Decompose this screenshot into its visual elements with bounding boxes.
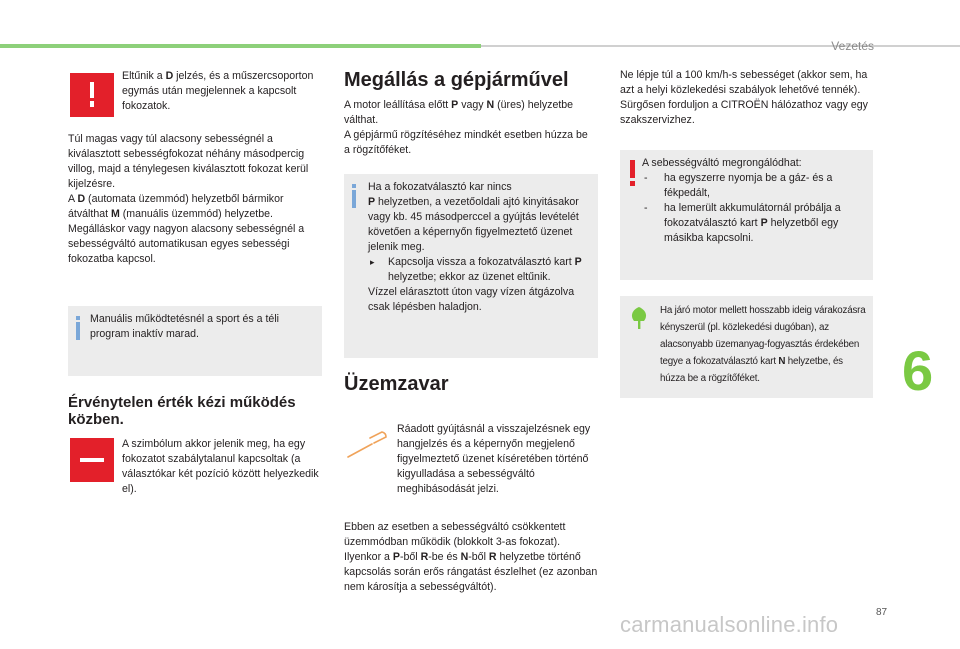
- fault-text: Ráadott gyújtásnál a visszajelzésnek egy hangjelzés és a képernyőn megjelenő figyelmeztető üzenet kíséretében történő kigyulladása a sebességváltó meghibásodását jelzi.: [397, 423, 591, 495]
- manual-mode-text: Túl magas vagy túl alacsony sebességnél a kiválasztott sebességfokozat néhány másodpercig villog, majd a ténylegesen kiválasztott fokozat kerül kijelzésre. A D (automata üzemmód) helyzetből bármikor átválthat M (manuális üzemmód) helyzetbe. Megálláskor vagy nagyon alacsony sebességnél a sebességváltó automatikusan egyes sebességi fokozatba kapcsol.: [68, 133, 309, 265]
- speed-limit-text: Ne lépje túl a 100 km/h-s sebességet (akkor sem, ha azt a helyi közlekedési szabályok lehetővé tennék). Sürgősen forduljon a CITROËN hálózathoz vagy egy szakszervizhez.: [620, 69, 868, 126]
- manual-note-box: [68, 306, 322, 376]
- watermark: carmanualsonline.info: [620, 612, 839, 637]
- stopping-heading: Megállás a gépjárművel: [344, 69, 569, 91]
- invalid-value-text: A szimbólum akkor jelenik meg, ha egy fokozatot szabálytalanul kapcsoltak (a választókar két pozíció között helyezkedik el).: [122, 438, 319, 495]
- manual-note-text: Manuális működtetésnél a sport és a téli program inaktív marad.: [90, 313, 280, 340]
- degraded-mode-text: Ebben az esetben a sebességváltó csökkentett üzemmódban működik (blokkolt 3-as fokozat). Ilyenkor a P-ből R-be és N-ből R helyzetbe történő kapcsolás során erős rángatást észlelhet (ez azonban nem károsítja a sebességváltót).: [344, 521, 598, 593]
- damage-warning-box: [620, 150, 873, 280]
- stopping-note-box: [344, 174, 598, 358]
- invalid-value-icon: [70, 438, 114, 482]
- stopping-note-text: Ha a fokozatválasztó kar nincs P helyzetben, a vezetőoldali ajtó kinyitásakor vagy kb. 45 másodperccel a gyújtás levételét követően a képernyőn figyelmeztető üzenet jelenik meg. ▸ Kapcsolja vissza a fokozatválasztó kart P helyzetbe; ekkor az üzenet eltűnik. Vízzel elárasztott úton vagy vízen átgázolva csak lépésben haladjon.: [368, 181, 582, 313]
- eco-note-text: Ha járó motor mellett hosszabb ideig várakozásra kényszerül (pl. közlekedési dugóban), az alacsonyabb üzemanyag-fogyasztás érdekében tegye a fokozatválasztó kart N helyzetbe, és húzza be a rögzítőféket.: [660, 305, 866, 384]
- damage-warning-text: A sebességváltó megrongálódhat: - ha egyszerre nyomja be a gáz- és a fékpedált, - ha lemerült akkumulátornál próbálja a fokozatválasztó kart P helyzetből egy másikba kapcsolni.: [642, 157, 841, 244]
- info-icon: [76, 316, 80, 340]
- section-title: Vezetés: [831, 39, 874, 53]
- invalid-value-heading: Érvénytelen érték kézi működés közben.: [68, 394, 296, 428]
- gear-indicator-icon: [70, 73, 114, 117]
- wrench-icon: [344, 424, 390, 464]
- leaf-icon: [628, 306, 650, 330]
- stopping-text: A motor leállítása előtt P vagy N (üres) helyzetbe válthat. A gépjármű rögzítéséhez mindkét esetben húzza be a rögzítőféket.: [344, 99, 588, 156]
- eco-note-box: [620, 296, 873, 398]
- warning-icon: [630, 160, 635, 186]
- header-rule-accent: [0, 44, 481, 48]
- chapter-number: 6: [902, 339, 934, 402]
- header-rule: [481, 45, 960, 47]
- fault-heading: Üzemzavar: [344, 373, 449, 395]
- arrow-icon: ▸: [370, 257, 375, 267]
- info-icon: [352, 184, 356, 208]
- page-number: 87: [876, 607, 888, 618]
- intro-text: Eltűnik a D jelzés, és a műszercsoporton egymás után megjelennek a kapcsolt fokozatok.: [122, 70, 314, 112]
